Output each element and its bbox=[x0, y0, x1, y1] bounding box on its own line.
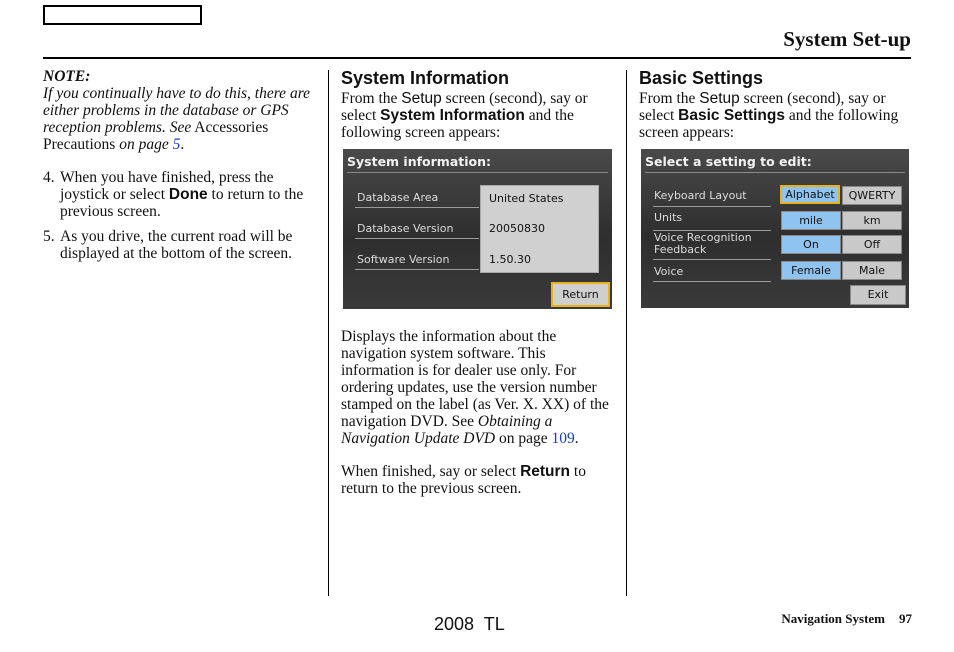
intro-text: screen (second), say or select bbox=[639, 90, 886, 124]
feedback-off-option[interactable]: Off bbox=[842, 235, 902, 254]
note-block: NOTE: If you continually have to do this, there are either problems in the database or GPS reception problems. See Accessories Precautions on page 5. bbox=[43, 68, 321, 153]
row-divider bbox=[355, 207, 479, 208]
note-text: If you continually have to do this, there are either problems in the database or GPS reception problems. See bbox=[43, 85, 311, 136]
database-area-value: United States bbox=[489, 192, 564, 205]
return-label: Return bbox=[520, 463, 571, 480]
header-tab-box bbox=[43, 5, 202, 25]
vehicle-model: 2008 TL bbox=[434, 614, 505, 634]
km-option[interactable]: km bbox=[842, 211, 902, 230]
screen-title-divider bbox=[347, 172, 608, 173]
qwerty-option[interactable]: QWERTY bbox=[842, 186, 902, 205]
basic-settings-label: Basic Settings bbox=[678, 107, 785, 124]
finish-text: When finished, say or select bbox=[341, 463, 517, 480]
basic-settings-screen bbox=[641, 149, 909, 308]
body-on-page: on page bbox=[499, 430, 548, 447]
voice-label: Voice bbox=[654, 265, 684, 278]
male-option[interactable]: Male bbox=[842, 261, 902, 280]
alphabet-option[interactable]: Alphabet bbox=[780, 185, 840, 204]
software-version-label: Software Version bbox=[357, 253, 450, 266]
voice-recognition-feedback-label: Voice Recognition Feedback bbox=[654, 231, 752, 256]
intro-text: and the following screen appears: bbox=[639, 107, 899, 141]
intro-text: and the following screen appears: bbox=[341, 107, 574, 141]
keyboard-layout-label: Keyboard Layout bbox=[654, 189, 747, 202]
left-column bbox=[43, 68, 321, 262]
database-area-label: Database Area bbox=[357, 191, 439, 204]
description-paragraph: Displays the information about the navigation system software. This information is for dealer use only. For ordering updates, use the version number stamped on the label (as Ver. X. XX) of the navigation DVD. See Obtaining a Navigation Update DVD on page 109. bbox=[341, 328, 609, 447]
note-label: NOTE: bbox=[43, 68, 91, 85]
footer-section bbox=[781, 611, 912, 627]
finish-paragraph bbox=[341, 463, 617, 497]
intro-paragraph bbox=[639, 90, 914, 141]
exit-button[interactable]: Exit bbox=[850, 285, 906, 305]
screen-title: System information: bbox=[347, 154, 492, 169]
done-label: Done bbox=[168, 186, 208, 203]
database-version-value: 20050830 bbox=[489, 222, 545, 235]
section-heading: Basic Settings bbox=[639, 68, 764, 88]
finish-text: to return to the previous screen. bbox=[341, 463, 586, 497]
system-information-screen bbox=[343, 149, 612, 309]
mile-option[interactable]: mile bbox=[781, 211, 841, 230]
row-divider bbox=[653, 259, 771, 260]
note-on-page: on page bbox=[119, 136, 169, 153]
page-link-5[interactable]: 5 bbox=[172, 136, 181, 153]
header-divider bbox=[43, 57, 911, 59]
body-reference: Obtaining a Navigation Update DVD bbox=[341, 413, 553, 447]
section-name: Navigation System bbox=[781, 611, 885, 626]
body-text: Displays the information about the navigation system software. This information is for dealer use only. For ordering updates, use the version number stamped on the label (as Ver. X. XX) of the navigation DVD. See bbox=[341, 328, 609, 430]
screen-title: Select a setting to edit: bbox=[645, 154, 812, 169]
page-number: 97 bbox=[899, 611, 912, 626]
software-version-value: 1.50.30 bbox=[489, 253, 531, 266]
step-4 bbox=[43, 169, 321, 220]
step-5 bbox=[43, 228, 321, 262]
step-text: to return to the previous screen. bbox=[60, 186, 304, 220]
intro-text: screen (second), say or select bbox=[341, 90, 588, 124]
intro-text: From the bbox=[639, 90, 696, 107]
female-option[interactable]: Female bbox=[781, 261, 841, 280]
database-version-label: Database Version bbox=[357, 222, 454, 235]
units-label: Units bbox=[654, 211, 683, 224]
system-information-label: System Information bbox=[380, 107, 525, 124]
step-text: When you have finished, press the joystick or select bbox=[60, 169, 274, 203]
page-title: System Set-up bbox=[783, 27, 911, 51]
intro-text: From the bbox=[341, 90, 398, 107]
row-divider bbox=[355, 269, 479, 270]
setup-label: Setup bbox=[699, 90, 740, 107]
screen-title-divider bbox=[645, 172, 905, 173]
step-text: As you drive, the current road will be displayed at the bottom of the screen. bbox=[60, 228, 293, 262]
feedback-on-option[interactable]: On bbox=[781, 235, 841, 254]
right-column bbox=[639, 68, 914, 141]
section-heading: System Information bbox=[341, 68, 510, 88]
return-button[interactable]: Return bbox=[551, 282, 610, 307]
step-number: 5. bbox=[43, 228, 55, 245]
note-reference: Accessories Precautions bbox=[43, 119, 269, 153]
column-divider-1 bbox=[328, 70, 329, 596]
setup-label: Setup bbox=[401, 90, 442, 107]
intro-paragraph bbox=[341, 90, 617, 141]
row-divider bbox=[653, 281, 771, 282]
column-divider-2 bbox=[626, 70, 627, 596]
page-link-109[interactable]: 109 bbox=[551, 430, 575, 447]
row-divider bbox=[355, 238, 479, 239]
step-number: 4. bbox=[43, 169, 55, 186]
row-divider bbox=[653, 206, 771, 207]
